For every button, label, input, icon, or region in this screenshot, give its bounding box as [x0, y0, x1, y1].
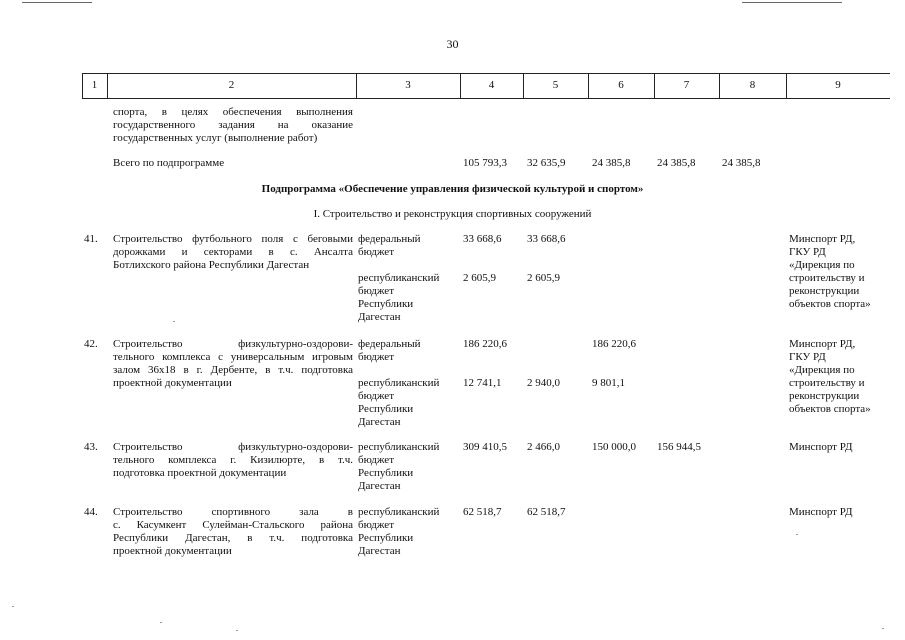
- row-name-line: с. Касумкент Сулейман-Стальского района: [113, 519, 353, 531]
- total-value-col8: 24 385,8: [722, 157, 761, 169]
- source-line: Дагестан: [358, 545, 401, 557]
- value-col4: 2 605,9: [463, 272, 496, 284]
- executor-line: Минспорт РД: [789, 441, 853, 453]
- row-name-line: тельного комплекса с универсальным игровым: [113, 351, 353, 363]
- executor-line: «Дирекция по: [789, 259, 855, 271]
- source-line: Республики: [358, 298, 414, 310]
- row-name-line: Ботлихского района Республики Дагестан: [113, 259, 310, 271]
- executor-line: строительству и: [789, 272, 865, 284]
- header-col-7: 7: [683, 79, 690, 91]
- header-col-3: 3: [405, 79, 411, 91]
- row-name-line: подготовка проектной документации: [113, 467, 287, 479]
- row-number: 43.: [84, 441, 98, 453]
- scan-speck: [12, 606, 14, 607]
- scan-artifact-line: [22, 2, 92, 3]
- value-col4: 309 410,5: [463, 441, 507, 453]
- value-col6: 150 000,0: [592, 441, 636, 453]
- header-top-border: [82, 73, 890, 74]
- row-name-line: Строительство спортивного зала в: [113, 506, 353, 518]
- executor-line: реконструкции: [789, 285, 860, 297]
- scan-artifact-line: [742, 2, 842, 3]
- header-bottom-border: [82, 98, 890, 99]
- scan-speck: [796, 534, 798, 535]
- scan-speck: [160, 622, 162, 623]
- total-value-col4: 105 793,3: [463, 157, 507, 169]
- source-line: Республики: [358, 403, 414, 415]
- row-name-line: дорожками и секторами в с. Ансалта: [113, 246, 353, 258]
- text-line: государственных услуг (выполнение работ): [113, 132, 318, 144]
- source-line: бюджет: [358, 519, 394, 531]
- row-name-line: проектной документации: [113, 545, 232, 557]
- section-title: I. Строительство и реконструкция спортивных сооружений: [313, 208, 592, 220]
- row-name-line: Республики Дагестан, в т.ч. подготовка: [113, 532, 353, 544]
- scan-speck: [173, 321, 175, 322]
- text-line: спорта, в целях обеспечения выполнения: [113, 106, 353, 118]
- value-col4: 62 518,7: [463, 506, 502, 518]
- header-col-9: 9: [835, 79, 841, 91]
- total-value-col7: 24 385,8: [657, 157, 696, 169]
- row-name-line: Строительство футбольного поля с беговыми: [113, 233, 353, 245]
- value-col5: 33 668,6: [527, 233, 566, 245]
- executor-line: объектов спорта»: [789, 298, 871, 310]
- total-label: Всего по подпрограмме: [113, 157, 225, 169]
- source-line: Республики: [358, 467, 414, 479]
- subprogram-title: Подпрограмма «Обеспечение управления физической культурой и спортом»: [261, 183, 644, 195]
- row-number: 44.: [84, 506, 98, 518]
- value-col5: 62 518,7: [527, 506, 566, 518]
- source-line: Республики: [358, 532, 414, 544]
- value-col5: 2 466,0: [527, 441, 560, 453]
- header-col-5: 5: [552, 79, 559, 91]
- row-name-line: Строительство физкультурно-оздорови-: [113, 338, 353, 350]
- source-line: Дагестан: [358, 311, 401, 323]
- executor-line: ГКУ РД: [789, 246, 826, 258]
- source-line: бюджет: [358, 454, 394, 466]
- executor-line: «Дирекция по: [789, 364, 855, 376]
- source-line: республиканский: [358, 272, 440, 284]
- page-number: 30: [446, 37, 459, 51]
- source-line: федеральный: [358, 338, 421, 350]
- header-col-1: 1: [91, 79, 98, 91]
- executor-line: Минспорт РД,: [789, 338, 856, 350]
- header-col-8: 8: [749, 79, 756, 91]
- row-number: 42.: [84, 338, 98, 350]
- total-value-col6: 24 385,8: [592, 157, 631, 169]
- header-col-4: 4: [488, 79, 495, 91]
- value-col4: 33 668,6: [463, 233, 502, 245]
- scan-speck: [882, 628, 884, 629]
- value-col4: 12 741,1: [463, 377, 502, 389]
- value-col6: 9 801,1: [592, 377, 625, 389]
- total-value-col5: 32 635,9: [527, 157, 566, 169]
- row-name-line: Строительство физкультурно-оздорови-: [113, 441, 353, 453]
- executor-line: Минспорт РД: [789, 506, 853, 518]
- value-col7: 156 944,5: [657, 441, 701, 453]
- header-col-2: 2: [228, 79, 235, 91]
- row-name-line: проектной документации: [113, 377, 232, 389]
- executor-line: Минспорт РД,: [789, 233, 856, 245]
- source-line: республиканский: [358, 377, 440, 389]
- source-line: Дагестан: [358, 480, 401, 492]
- source-line: бюджет: [358, 285, 394, 297]
- source-line: Дагестан: [358, 416, 401, 428]
- value-col5: 2 940,0: [527, 377, 560, 389]
- value-col5: 2 605,9: [527, 272, 560, 284]
- row-name-line: тельного комплекса г. Кизилюрте, в т.ч.: [113, 454, 353, 466]
- text-line: государственного задания на оказание: [113, 119, 353, 131]
- executor-line: реконструкции: [789, 390, 860, 402]
- source-line: бюджет: [358, 246, 394, 258]
- value-col6: 186 220,6: [592, 338, 636, 350]
- source-line: республиканский: [358, 506, 440, 518]
- executor-line: объектов спорта»: [789, 403, 871, 415]
- row-number: 41.: [84, 233, 98, 245]
- source-line: бюджет: [358, 390, 394, 402]
- source-line: республиканский: [358, 441, 440, 453]
- executor-line: ГКУ РД: [789, 351, 826, 363]
- source-line: бюджет: [358, 351, 394, 363]
- executor-line: строительству и: [789, 377, 865, 389]
- header-col-6: 6: [618, 79, 624, 91]
- scan-speck: [236, 630, 238, 631]
- row-name-line: залом 36x18 в г. Дербенте, в т.ч. подготовка: [113, 364, 353, 376]
- value-col4: 186 220,6: [463, 338, 507, 350]
- source-line: федеральный: [358, 233, 421, 245]
